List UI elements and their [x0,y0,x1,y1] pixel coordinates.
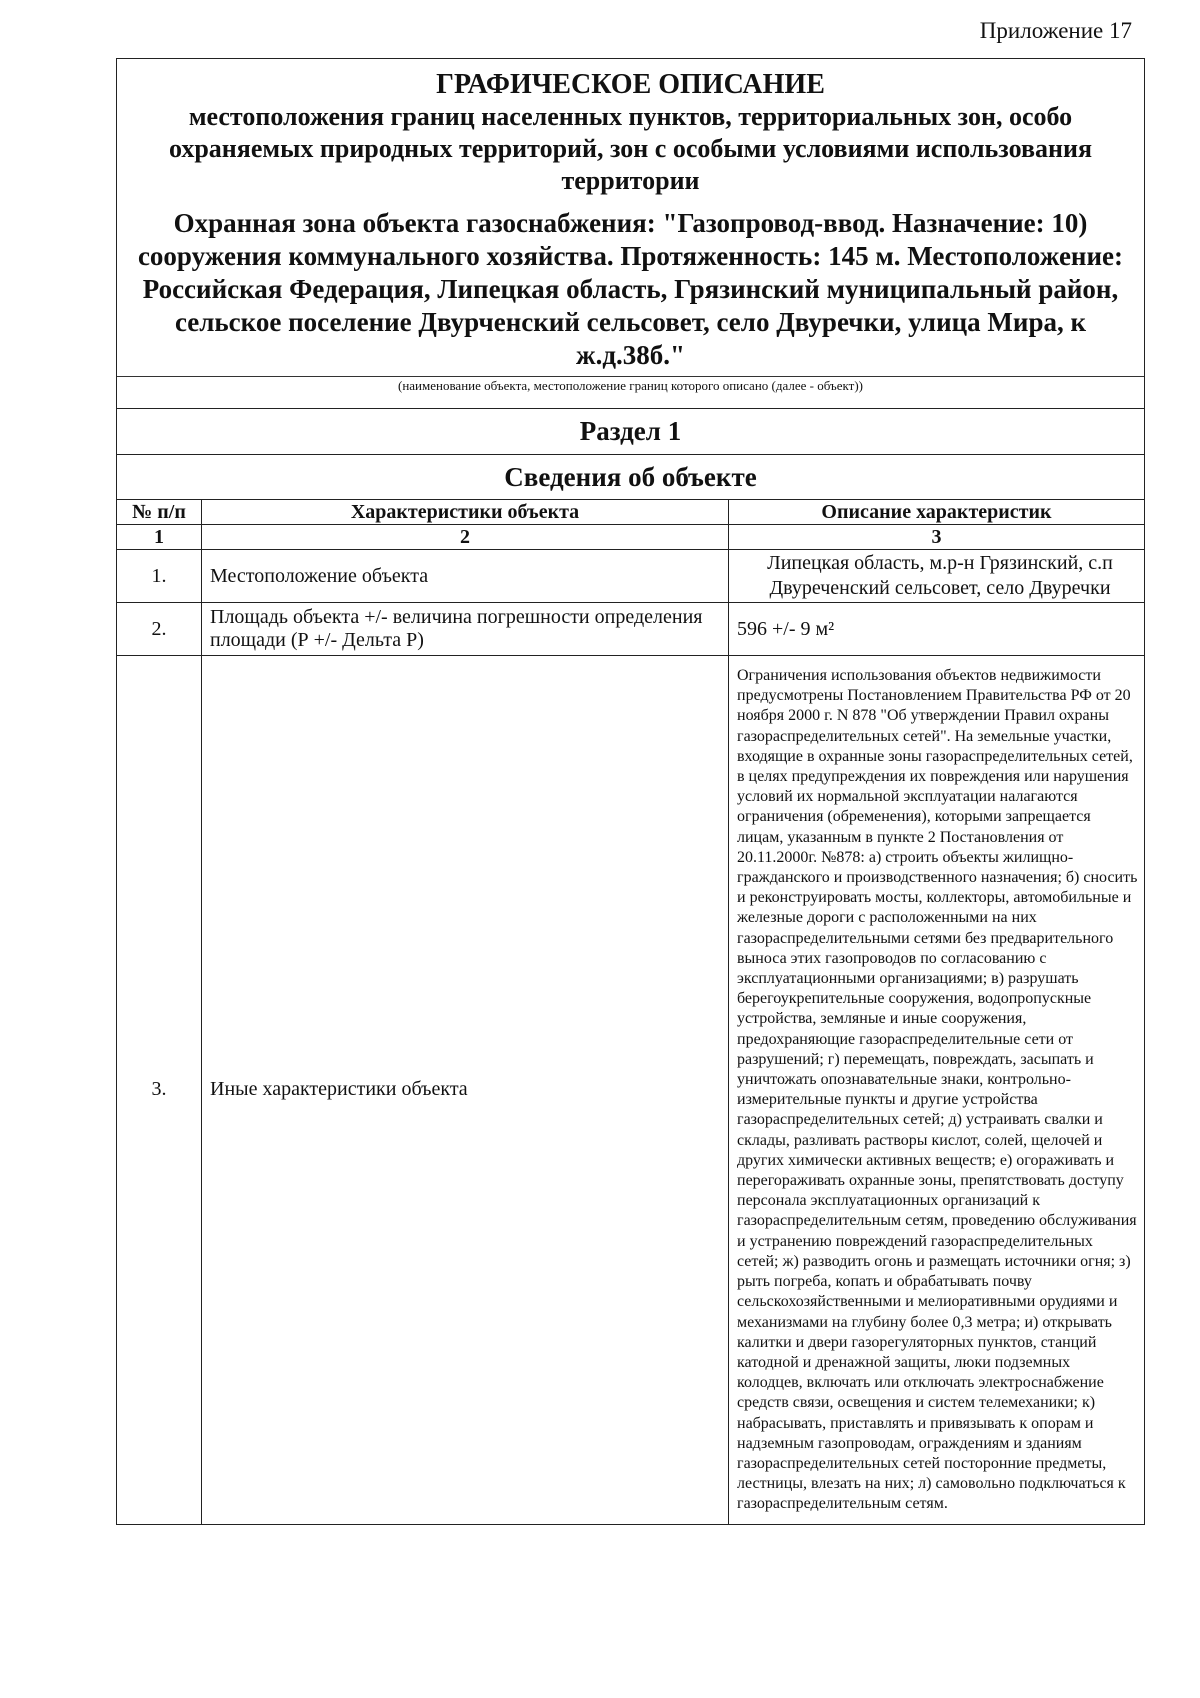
object-caption: (наименование объекта, местоположение границ которого описано (далее - объект)) [117,376,1144,408]
row-characteristic: Местоположение объекта [202,550,729,603]
header-description: Описание характеристик [729,500,1145,525]
header-characteristic: Характеристики объекта [202,500,729,525]
row-characteristic: Иные характеристики объекта [202,656,729,1524]
column-numbers-row [117,525,1144,550]
row-number: 2. [117,603,202,656]
table-row [117,550,1144,603]
document-frame [116,58,1145,1525]
column-number: 2 [202,525,729,550]
column-number: 1 [117,525,202,550]
row-characteristic: Площадь объекта +/- величина погрешности определения площади (Р +/- Дельта Р) [202,603,729,656]
table-row [117,603,1144,656]
row-description: Липецкая область, м.р-н Грязинский, с.п Двуреченский сельсовет, село Двуречки [729,550,1145,603]
document-header [117,59,1144,376]
header-number: № п/п [117,500,202,525]
appendix-label: Приложение 17 [979,18,1132,43]
characteristics-table [117,499,1144,1524]
row-description: 596 +/- 9 м² [729,603,1145,656]
column-number: 3 [729,525,1145,550]
section-title: Раздел 1 [117,408,1144,454]
document-subtitle: местоположения границ населенных пунктов, территориальных зон, особо охраняемых природных территорий, зон с особыми условиями использования территории [168,102,1093,195]
table-row [117,656,1144,1524]
document-title: ГРАФИЧЕСКОЕ ОПИСАНИЕ [436,69,825,100]
object-name: Охранная зона объекта газоснабжения: "Газопровод-ввод. Назначение: 10) сооружения коммунального хозяйства. Протяженность: 145 м. Местоположение: Российская Федерация, Липецкая область, Грязинский муниципальный район, сельское поселение Двурченский сельсовет, село Двуречки, улица Мира, к ж.д.38б." [137,208,1124,370]
table-header-row [117,500,1144,525]
row-number: 3. [117,656,202,1524]
info-title: Сведения об объекте [117,454,1144,499]
row-description: Ограничения использования объектов недвижимости предусмотрены Постановлением Правительства РФ от 20 ноября 2000 г. N 878 "Об утверждении Правил охраны газораспределительных сетей". На земельные участки, входящие в охранные зоны газораспределительных сетей, в целях предупреждения их повреждения или нарушения условий их нормальной эксплуатации налагаются ограничения (обременения), которыми запрещается лицам, указанным в пункте 2 Постановления от 20.11.2000г. №878: а) строить объекты жилищно-гражданского и производственного назначения; б) сносить и реконструировать мосты, коллекторы, автомобильные и железные дороги с расположенными на них газораспределительными сетями без предварительного выноса этих газопроводов по согласованию с эксплуатационными организациями; в) разрушать берегоукрепительные сооружения, водопропускные устройства, земляные и иные сооружения, предохраняющие газораспределительные сети от разрушений; г) перемещать, повреждать, засыпать и уничтожать опознавательные знаки, контрольно-измерительные пункты и другие устройства газораспределительных сетей; д) устраивать свалки и склады, разливать растворы кислот, солей, щелочей и других химически активных веществ; е) огораживать и перегораживать охранные зоны, препятствовать доступу персонала эксплуатационных организаций к газораспределительным сетям, проведению обслуживания и устранению повреждений газораспределительных сетей; ж) разводить огонь и размещать источники огня; з) рыть погреба, копать и обрабатывать почву сельскохозяйственными и мелиоративными орудиями и механизмами на глубину более 0,3 метра; и) открывать калитки и двери газорегуляторных пунктов, станций катодной и дренажной защиты, люки подземных колодцев, включать или отключать электроснабжение средств связи, освещения и систем телемеханики; к) набрасывать, приставлять и привязывать к опорам и надземным газопроводам, ограждениям и зданиям газораспределительных сетей посторонние предметы, лестницы, влезать на них; л) самовольно подключаться к газораспределительным сетям. [729,656,1145,1524]
row-number: 1. [117,550,202,603]
